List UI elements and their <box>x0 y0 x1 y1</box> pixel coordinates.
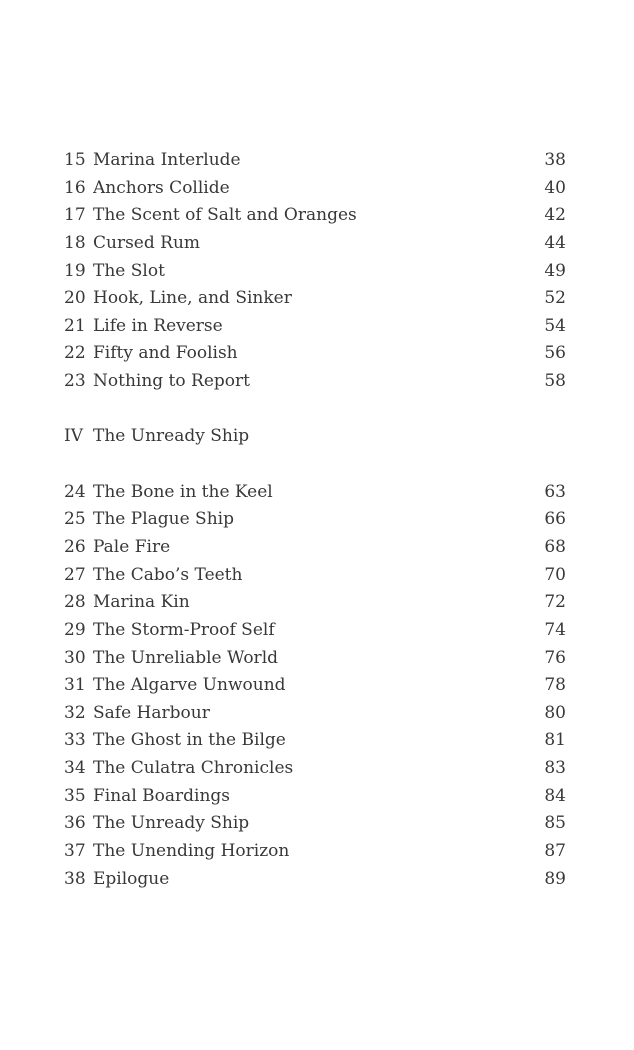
chapter-number: 28 <box>64 592 86 613</box>
chapter-title: Cursed Rum <box>93 232 201 253</box>
chapter-title: Marina Kin <box>93 592 190 613</box>
chapter-number: 34 <box>64 758 86 779</box>
toc-entry[interactable] <box>64 700 566 728</box>
chapter-title: Safe Harbour <box>93 702 210 723</box>
toc-part-heading <box>64 423 566 451</box>
toc-entry[interactable] <box>64 147 566 175</box>
toc-entry[interactable] <box>64 506 566 534</box>
chapter-number: 24 <box>64 481 86 502</box>
chapter-title: The Ghost in the Bilge <box>93 730 286 751</box>
toc-entry[interactable] <box>64 313 566 341</box>
toc-entry[interactable] <box>64 368 566 396</box>
toc-entry[interactable] <box>64 562 566 590</box>
chapter-number: 27 <box>64 564 86 585</box>
page-number: 76 <box>544 647 566 668</box>
chapter-title: The Bone in the Keel <box>93 481 273 502</box>
chapter-number: 35 <box>64 785 86 806</box>
page-number: 49 <box>544 260 566 281</box>
chapter-title: Final Boardings <box>93 785 231 806</box>
chapter-number: 18 <box>64 232 86 253</box>
page-number: 81 <box>544 730 566 751</box>
chapter-title: The Unready Ship <box>93 813 250 834</box>
page-number: 74 <box>544 619 566 640</box>
chapter-title: The Slot <box>93 260 165 281</box>
page-number: 54 <box>544 315 566 336</box>
chapter-number: 21 <box>64 315 86 336</box>
toc-entry[interactable] <box>64 783 566 811</box>
toc-entry[interactable] <box>64 175 566 203</box>
page-number: 70 <box>544 564 566 585</box>
page-number: 63 <box>544 481 566 502</box>
page-number: 87 <box>544 841 566 862</box>
toc-entry[interactable] <box>64 810 566 838</box>
page-number: 44 <box>544 232 566 253</box>
chapter-number: 17 <box>64 205 86 226</box>
page-number: 78 <box>544 675 566 696</box>
chapter-number: 23 <box>64 371 86 392</box>
chapter-number: 37 <box>64 841 86 862</box>
page-number: 80 <box>544 702 566 723</box>
chapter-number: 36 <box>64 813 86 834</box>
page-number: 52 <box>544 288 566 309</box>
toc-entry[interactable] <box>64 645 566 673</box>
chapter-title: The Cabo’s Teeth <box>93 564 243 585</box>
part-numeral: IV <box>64 426 83 447</box>
toc-list <box>64 147 566 893</box>
chapter-title: Marina Interlude <box>93 150 241 170</box>
toc-entry[interactable] <box>64 727 566 755</box>
toc-entry[interactable] <box>64 479 566 507</box>
toc-entry[interactable] <box>64 838 566 866</box>
page-number: 83 <box>544 758 566 779</box>
chapter-number: 19 <box>64 260 86 281</box>
chapter-number: 31 <box>64 675 86 696</box>
page-number: 58 <box>544 371 566 392</box>
chapter-number: 22 <box>64 343 86 364</box>
toc-entry[interactable] <box>64 258 566 286</box>
page-number: 85 <box>544 813 566 834</box>
page-number: 56 <box>544 343 566 364</box>
part-title: The Unready Ship <box>93 426 250 447</box>
toc-entry[interactable] <box>64 230 566 258</box>
page-number: 66 <box>544 509 566 530</box>
chapter-title: Epilogue <box>93 868 170 889</box>
chapter-number: 26 <box>64 536 86 557</box>
chapter-number: 33 <box>64 730 86 751</box>
toc-entry[interactable] <box>64 617 566 645</box>
toc-entry[interactable] <box>64 589 566 617</box>
page-number: 84 <box>544 785 566 806</box>
toc-entry[interactable] <box>64 866 566 894</box>
chapter-title: Fifty and Foolish <box>93 343 238 364</box>
toc-entry[interactable] <box>64 340 566 368</box>
page-number: 72 <box>544 592 566 613</box>
chapter-title: The Unreliable World <box>93 647 279 668</box>
chapter-title: The Storm-Proof Self <box>93 619 275 640</box>
toc-entry[interactable] <box>64 534 566 562</box>
toc-entry[interactable] <box>64 755 566 783</box>
chapter-number: 15 <box>64 150 86 170</box>
page-number: 40 <box>544 177 566 198</box>
chapter-title: Life in Reverse <box>93 315 223 336</box>
chapter-title: The Scent of Salt and Oranges <box>93 205 357 226</box>
chapter-title: The Algarve Unwound <box>93 675 286 696</box>
chapter-number: 25 <box>64 509 86 530</box>
toc-entry[interactable] <box>64 285 566 313</box>
chapter-title: Hook, Line, and Sinker <box>93 288 292 309</box>
chapter-number: 30 <box>64 647 86 668</box>
page-number: 68 <box>544 536 566 557</box>
toc-entry[interactable] <box>64 672 566 700</box>
chapter-number: 38 <box>64 868 86 889</box>
chapter-number: 16 <box>64 177 86 198</box>
page-number: 38 <box>544 150 566 170</box>
chapter-number: 20 <box>64 288 86 309</box>
chapter-title: Nothing to Report <box>93 371 250 392</box>
chapter-title: The Culatra Chronicles <box>93 758 294 779</box>
chapter-number: 29 <box>64 619 86 640</box>
page-number: 42 <box>544 205 566 226</box>
chapter-title: Anchors Collide <box>93 177 230 198</box>
chapter-number: 32 <box>64 702 86 723</box>
chapter-title: The Plague Ship <box>93 509 234 530</box>
chapter-title: The Unending Horizon <box>93 841 290 862</box>
page-number: 89 <box>544 868 566 889</box>
chapter-title: Pale Fire <box>93 536 171 557</box>
toc-entry[interactable] <box>64 202 566 230</box>
